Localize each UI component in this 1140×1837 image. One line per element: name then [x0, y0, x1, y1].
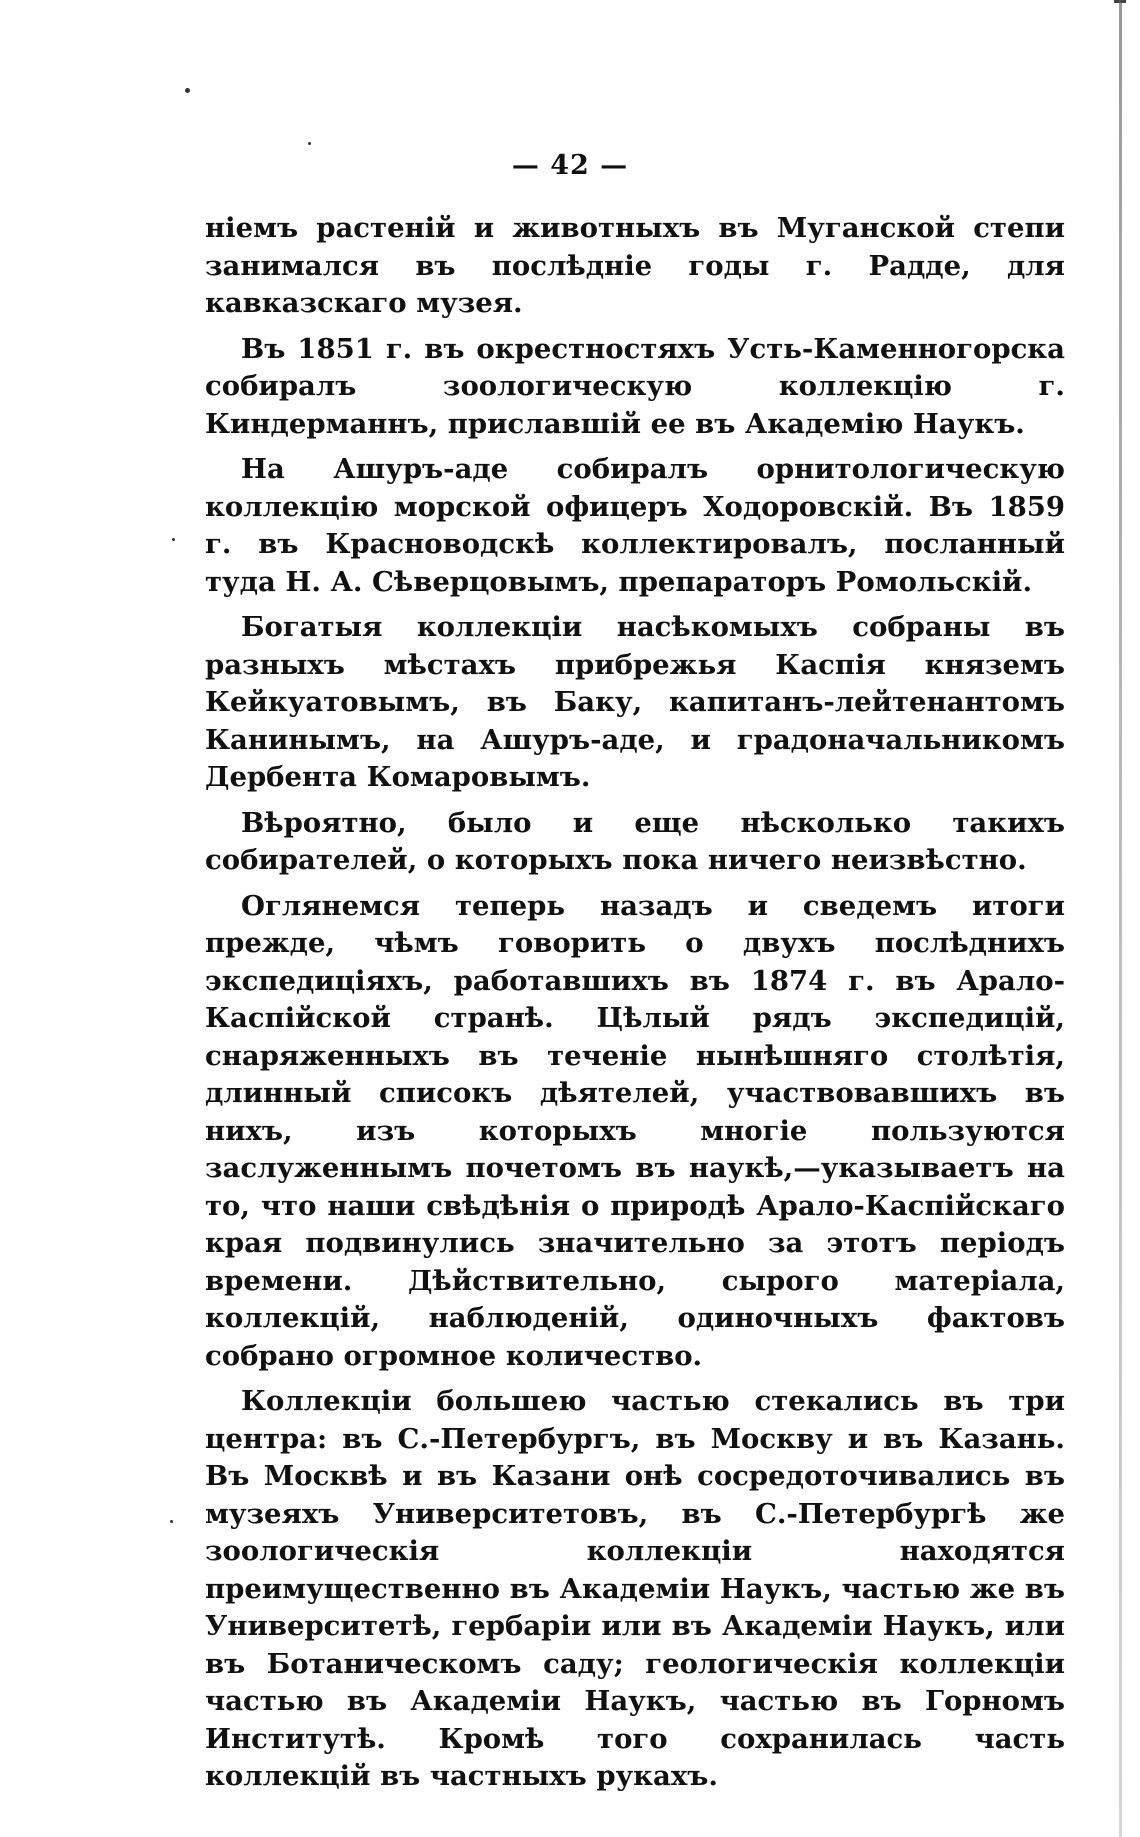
paragraph: На Ашуръ-аде собиралъ орнитологическую коллекцію морской офицеръ Ходоровскій. Въ 1859 г. въ Красноводскѣ коллектировалъ, посланный туда Н. А. Сѣверцовымъ, препараторъ Ромольскій.	[205, 453, 1065, 598]
paragraph: ніемъ растеній и животныхъ въ Муганской степи занимался въ послѣдніе годы г. Радде, для кавказскаго музея.	[205, 212, 1065, 319]
paragraph: Коллекціи большею частью стекались въ три центра: въ С.-Петербургъ, въ Москву и въ Казань. Въ Москвѣ и въ Казани онѣ сосредоточивались въ музеяхъ Университетовъ, въ С.-Петербургѣ же зоологическія коллекціи находятся преимущественно въ Академіи Наукъ, частью же въ Университетѣ, гербаріи или въ Академіи Наукъ, или въ Ботаническомъ саду; геологическія коллекціи частью въ Академіи Наукъ, частью въ Горномъ Институтѣ. Кромѣ того сохранилась часть коллекцій въ частныхъ рукахъ.	[205, 1385, 1065, 1792]
scan-speck	[308, 142, 311, 145]
scan-speck	[170, 1520, 173, 1523]
scan-speck	[172, 538, 175, 541]
page-body	[205, 210, 1065, 1804]
paragraph: Богатыя коллекціи насѣкомыхъ собраны въ разныхъ мѣстахъ прибрежья Каспія княземъ Кейкуатовымъ, въ Баку, капитанъ-лейтенантомъ Канинымъ, на Ашуръ-аде, и градоначальникомъ Дербента Комаровымъ.	[205, 611, 1065, 793]
paragraph: Оглянемся теперь назадъ и сведемъ итоги прежде, чѣмъ говорить о двухъ послѣднихъ экспедиціяхъ, работавшихъ въ 1874 г. въ Арало-Каспійской странѣ. Цѣлый рядъ экспедицій, снаряженныхъ въ теченіе нынѣшняго столѣтія, длинный списокъ дѣятелей, участвовавшихъ въ нихъ, изъ которыхъ многіе пользуются заслуженнымъ почетомъ въ наукѣ,—указываетъ на то, что наши свѣдѣнія о природѣ Арало-Каспійскаго края подвинулись значительно за этотъ періодъ времени. Дѣйствительно, сырого матеріала, коллекцій, наблюденій, одиночныхъ фактовъ собрано огромное количество.	[205, 889, 1065, 1372]
paragraph: Вѣроятно, было и еще нѣсколько такихъ собирателей, о которыхъ пока ничего неизвѣстно.	[205, 806, 1065, 876]
paragraph: Въ 1851 г. въ окрестностяхъ Усть-Каменногорска собиралъ зоологическую коллекцію г. Киндерманнъ, приславшій ее въ Академію Наукъ.	[205, 332, 1065, 440]
page-number: — 42 —	[511, 150, 629, 181]
scan-speck	[185, 88, 190, 93]
scan-edge	[1119, 0, 1122, 1837]
